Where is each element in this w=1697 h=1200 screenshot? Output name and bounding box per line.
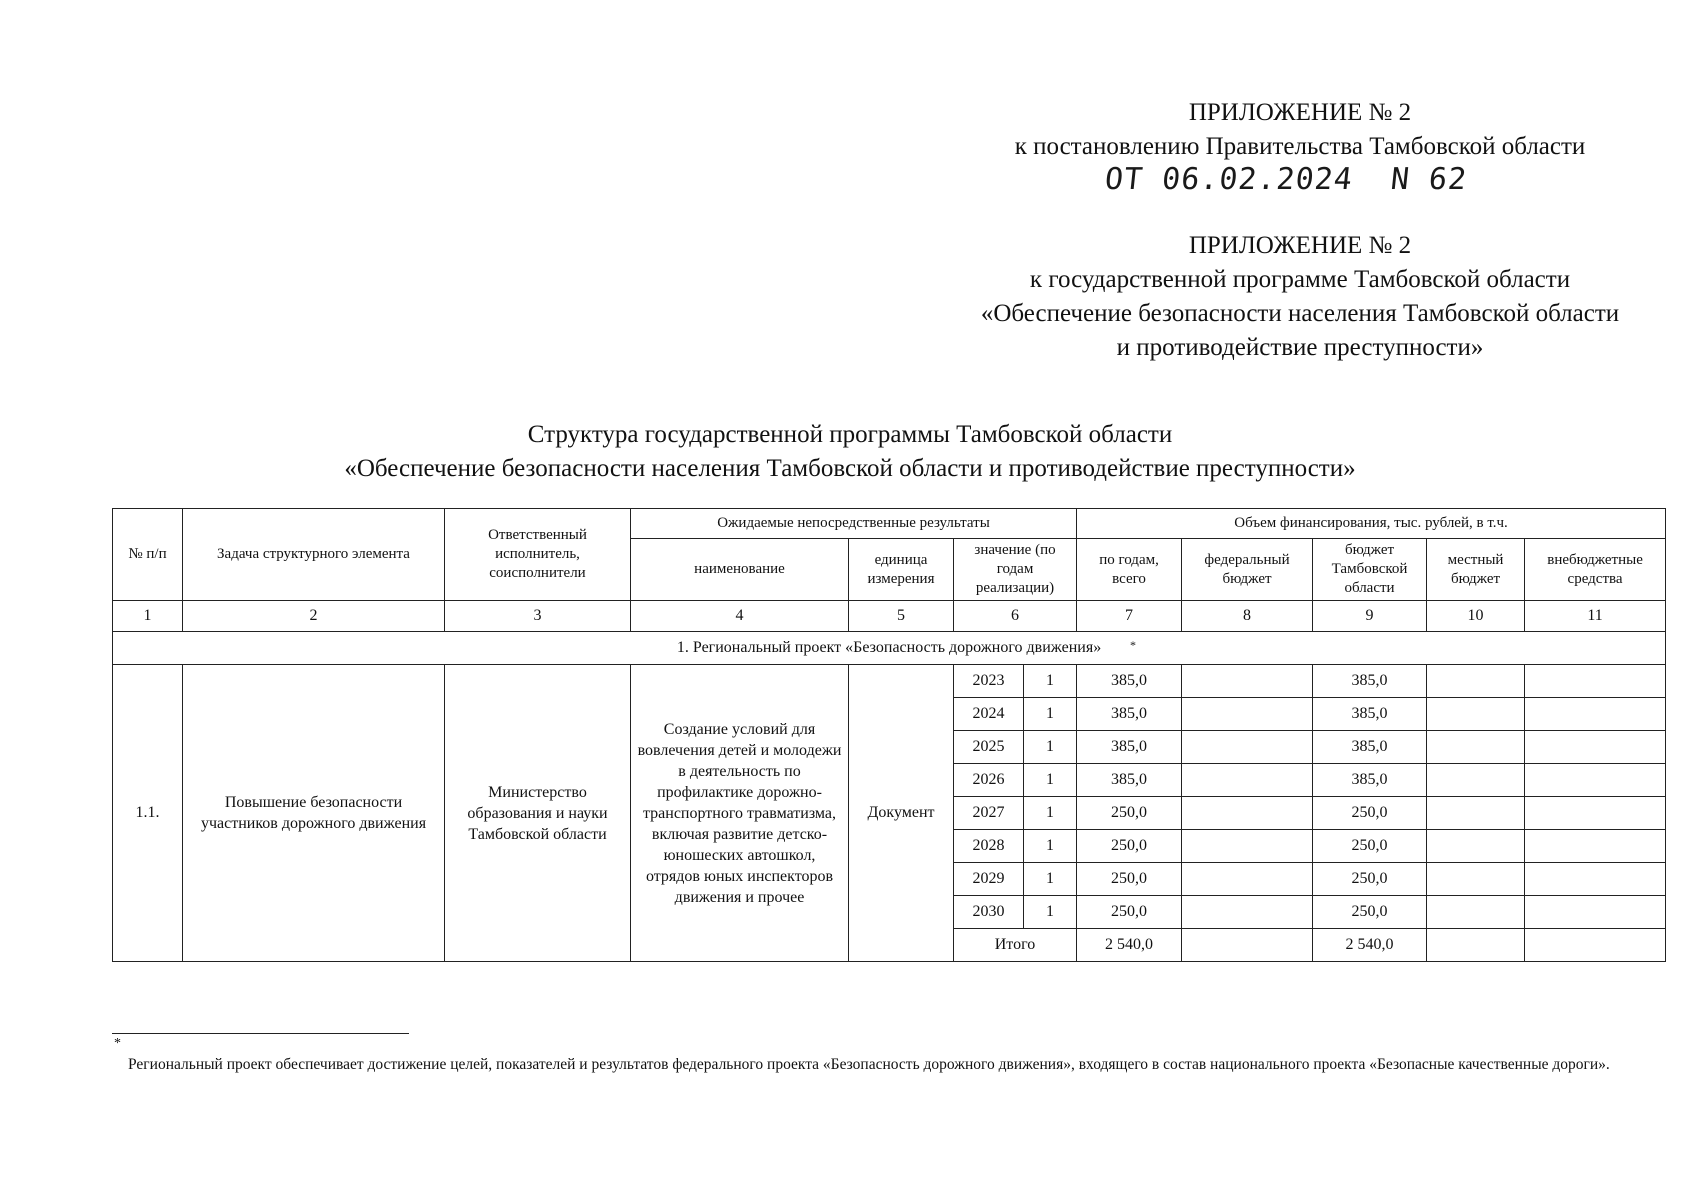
extra-cell — [1525, 764, 1666, 797]
column-number: 11 — [1525, 601, 1666, 632]
appendix-resolution — [940, 96, 1660, 164]
total-cell: 385,0 — [1077, 764, 1182, 797]
year-cell: 2030 — [954, 896, 1024, 929]
federal-cell — [1182, 764, 1313, 797]
appendix-program — [900, 229, 1697, 365]
extra-cell — [1525, 830, 1666, 863]
federal-cell — [1182, 929, 1313, 962]
local-cell — [1427, 797, 1525, 830]
regional-cell: 385,0 — [1313, 665, 1427, 698]
year-cell: 2023 — [954, 665, 1024, 698]
total-cell: 385,0 — [1077, 698, 1182, 731]
total-cell: 250,0 — [1077, 896, 1182, 929]
regional-cell: 250,0 — [1313, 797, 1427, 830]
total-cell: 250,0 — [1077, 863, 1182, 896]
header-executor: Ответственный исполнитель, соисполнители — [445, 509, 631, 601]
federal-cell — [1182, 731, 1313, 764]
appendix-program-line-1: к государственной программе Тамбовской области — [1029, 266, 1571, 293]
local-cell — [1427, 896, 1525, 929]
header-local: местный бюджет — [1427, 539, 1525, 601]
item-number: 1.1. — [113, 665, 183, 962]
section-row — [113, 632, 1666, 665]
extra-cell — [1525, 698, 1666, 731]
year-cell: 2027 — [954, 797, 1024, 830]
local-cell — [1427, 665, 1525, 698]
value-cell: 1 — [1024, 731, 1077, 764]
footnote-text: Региональный проект обеспечивает достижение целей, показателей и результатов федерального проекта «Безопасность дорожного движения», входящего в состав национального проекта «Безопасные качественные дороги». — [128, 1056, 1610, 1073]
value-cell: 1 — [1024, 764, 1077, 797]
local-cell — [1427, 929, 1525, 962]
item-task: Повышение безопасности участников дорожного движения — [183, 665, 445, 962]
year-cell: 2028 — [954, 830, 1024, 863]
header-results-group: Ожидаемые непосредственные результаты — [631, 509, 1077, 539]
value-cell: 1 — [1024, 698, 1077, 731]
appendix-resolution-line: к постановлению Правительства Тамбовской области — [1014, 133, 1586, 160]
item-unit: Документ — [849, 665, 954, 962]
value-cell: 1 — [1024, 665, 1077, 698]
federal-cell — [1182, 830, 1313, 863]
item-executor: Министерство образования и науки Тамбовской области — [445, 665, 631, 962]
header-regional: бюджет Тамбовской области — [1313, 539, 1427, 601]
regional-cell: 250,0 — [1313, 830, 1427, 863]
value-cell: 1 — [1024, 863, 1077, 896]
extra-cell — [1525, 896, 1666, 929]
appendix-program-line-2: «Обеспечение безопасности населения Тамбовской области — [980, 300, 1620, 327]
federal-cell — [1182, 698, 1313, 731]
column-number: 2 — [183, 601, 445, 632]
local-cell — [1427, 764, 1525, 797]
title-line-1: Структура государственной программы Тамбовской области — [527, 421, 1173, 448]
handwritten-number: N 62 — [1388, 162, 1469, 197]
header-by-years: по годам, всего — [1077, 539, 1182, 601]
value-cell: 1 — [1024, 896, 1077, 929]
total-cell: 250,0 — [1077, 797, 1182, 830]
appendix-program-heading: ПРИЛОЖЕНИЕ № 2 — [1188, 232, 1412, 259]
local-cell — [1427, 863, 1525, 896]
year-cell: 2024 — [954, 698, 1024, 731]
header-result-name: наименование — [631, 539, 849, 601]
header-num: № п/п — [113, 509, 183, 601]
program-structure-table — [112, 508, 1666, 962]
handwritten-date: ОТ 06.02.2024 — [1103, 162, 1355, 197]
column-number: 7 — [1077, 601, 1182, 632]
year-cell: 2029 — [954, 863, 1024, 896]
federal-cell — [1182, 863, 1313, 896]
table-body — [113, 632, 1666, 962]
column-number: 10 — [1427, 601, 1525, 632]
section-footnote-mark: * — [1130, 638, 1136, 652]
total-cell: 385,0 — [1077, 665, 1182, 698]
footnote-mark: * — [114, 1036, 121, 1051]
regional-cell: 2 540,0 — [1313, 929, 1427, 962]
year-cell: 2026 — [954, 764, 1024, 797]
federal-cell — [1182, 665, 1313, 698]
footnote-divider — [112, 1033, 409, 1034]
column-number: 5 — [849, 601, 954, 632]
header-value: значение (по годам реализации) — [954, 539, 1077, 601]
title-line-2: «Обеспечение безопасности населения Тамбовской области и противодействие преступности» — [344, 455, 1356, 482]
column-number: 1 — [113, 601, 183, 632]
value-cell: 1 — [1024, 797, 1077, 830]
extra-cell — [1525, 929, 1666, 962]
federal-cell — [1182, 797, 1313, 830]
header-finance-group: Объем финансирования, тыс. рублей, в т.ч. — [1077, 509, 1666, 539]
column-number: 4 — [631, 601, 849, 632]
regional-cell: 250,0 — [1313, 863, 1427, 896]
column-number: 9 — [1313, 601, 1427, 632]
extra-cell — [1525, 665, 1666, 698]
handwritten-date-number — [1103, 162, 1469, 197]
regional-cell: 250,0 — [1313, 896, 1427, 929]
header-unit: единица измерения — [849, 539, 954, 601]
item-result-name: Создание условий для вовлечения детей и молодежи в деятельность по профилактике дорожно-транспортного травматизма, включая развитие детско-юношеских автошкол, отрядов юных инспекторов движения и прочее — [631, 665, 849, 962]
column-number: 3 — [445, 601, 631, 632]
total-cell: 2 540,0 — [1077, 929, 1182, 962]
total-cell: 250,0 — [1077, 830, 1182, 863]
extra-cell — [1525, 863, 1666, 896]
document-title — [250, 418, 1450, 486]
section-title: 1. Региональный проект «Безопасность дорожного движения» — [676, 639, 1102, 656]
appendix-program-line-3: и противодействие преступности» — [1116, 334, 1484, 361]
federal-cell — [1182, 896, 1313, 929]
appendix-resolution-heading: ПРИЛОЖЕНИЕ № 2 — [1188, 99, 1412, 126]
local-cell — [1427, 698, 1525, 731]
header-federal: федеральный бюджет — [1182, 539, 1313, 601]
total-cell: 385,0 — [1077, 731, 1182, 764]
header-extra: внебюджетные средства — [1525, 539, 1666, 601]
header-task: Задача структурного элемента — [183, 509, 445, 601]
regional-cell: 385,0 — [1313, 698, 1427, 731]
year-cell: 2025 — [954, 731, 1024, 764]
extra-cell — [1525, 731, 1666, 764]
column-number: 8 — [1182, 601, 1313, 632]
table-row — [113, 665, 1666, 698]
regional-cell: 385,0 — [1313, 764, 1427, 797]
local-cell — [1427, 830, 1525, 863]
regional-cell: 385,0 — [1313, 731, 1427, 764]
value-cell: 1 — [1024, 830, 1077, 863]
total-label: Итого — [954, 929, 1077, 962]
extra-cell — [1525, 797, 1666, 830]
local-cell — [1427, 731, 1525, 764]
column-number: 6 — [954, 601, 1077, 632]
